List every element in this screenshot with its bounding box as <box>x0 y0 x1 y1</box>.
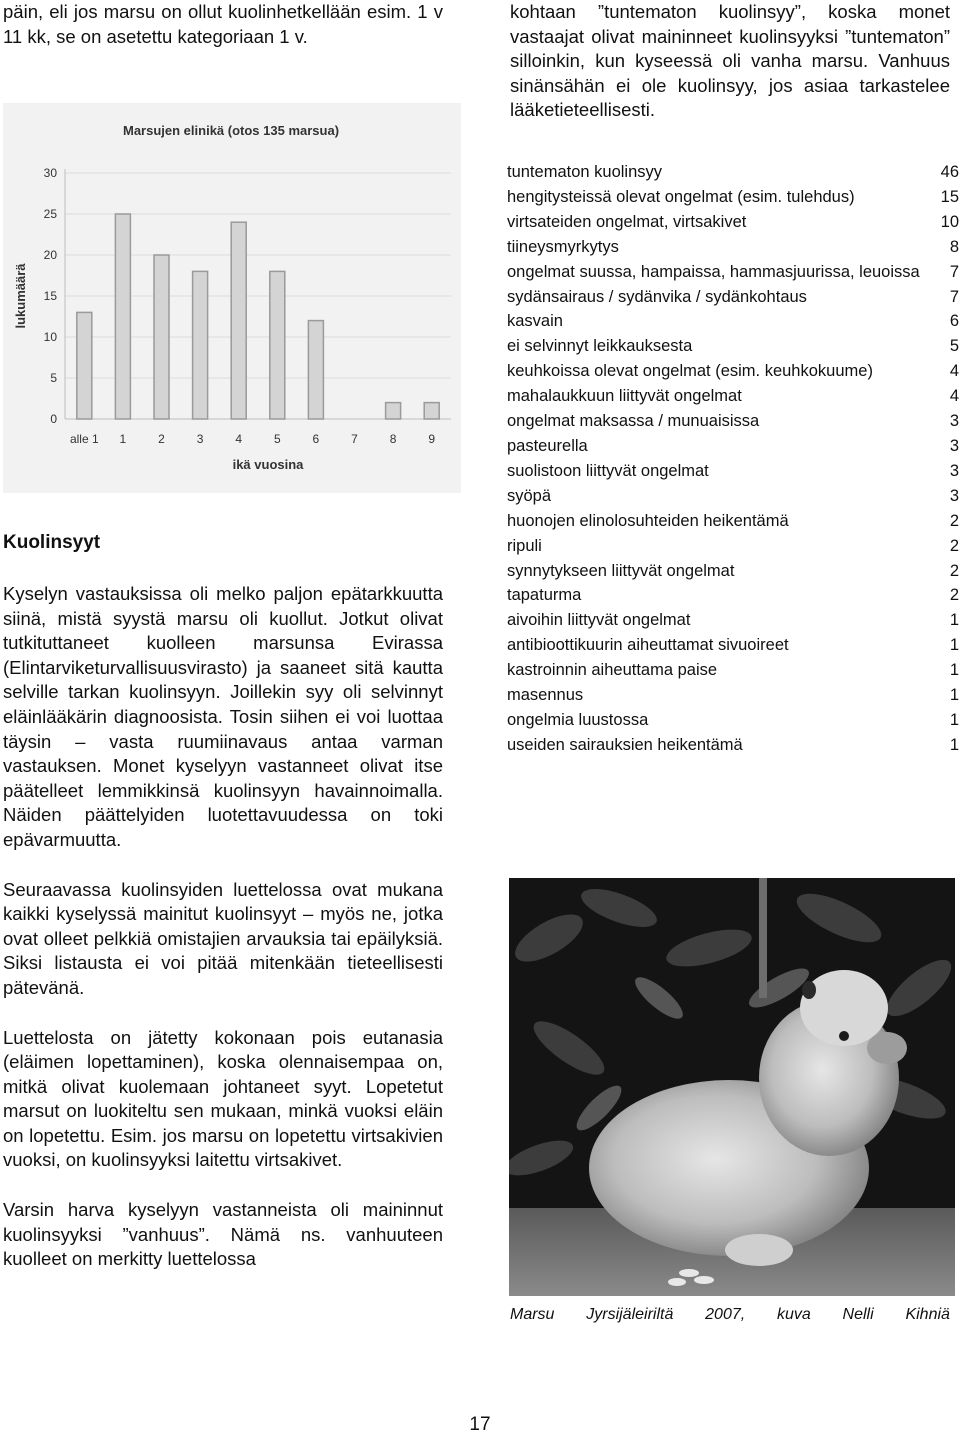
caption-word: Nelli <box>842 1306 874 1323</box>
cause-count: 1 <box>949 686 959 705</box>
y-tick-label: 30 <box>43 166 57 180</box>
lifespan-chart-svg <box>3 103 461 493</box>
bar <box>231 222 246 419</box>
bar <box>77 312 92 419</box>
cause-label: ongelmat suussa, hampaissa, hammasjuurissa, leuoissa <box>507 262 920 281</box>
bar <box>193 271 208 419</box>
cause-row <box>507 160 959 185</box>
left-intro-text <box>3 0 443 49</box>
cause-count: 7 <box>949 287 959 306</box>
bar <box>115 214 130 419</box>
cause-label: tiineysmyrkytys <box>507 237 619 256</box>
cause-row <box>507 459 959 484</box>
y-tick-label: 10 <box>43 330 57 344</box>
cause-label: ongelmia luustossa <box>507 710 649 729</box>
cause-row <box>507 334 959 359</box>
cause-label: aivoihin liittyvät ongelmat <box>507 611 691 630</box>
x-tick-label: 6 <box>312 432 320 446</box>
cause-label: antibioottikuurin aiheuttamat sivuoireet <box>507 636 789 655</box>
paragraph-2: Seuraavassa kuolinsyiden luettelossa ovat mukana kaikki kyselyssä mainitut kuolinsyyt – myös ne, jotka ovat olleet pelkkiä omistajien arvauksia tai epäilyksiä. Siksi listausta ei voi pitää mitenkään tieteellisesti pätevänä. <box>3 878 443 998</box>
caption-word: Kihniä <box>905 1306 950 1323</box>
cause-label: hengitysteissä olevat ongelmat (esim. tulehdus) <box>507 187 855 206</box>
cause-row <box>507 658 959 683</box>
y-tick-label: 15 <box>43 289 57 303</box>
cause-label: masennus <box>507 686 584 705</box>
x-tick-label: 3 <box>196 432 204 446</box>
page-number: 17 <box>469 1414 491 1435</box>
lifespan-chart <box>3 103 461 493</box>
cause-count: 1 <box>949 661 959 680</box>
bar <box>270 271 285 419</box>
cause-label: keuhkoissa olevat ongelmat (esim. keuhkokuume) <box>507 362 873 381</box>
cause-row <box>507 633 959 658</box>
cause-count: 1 <box>949 636 959 655</box>
cause-count: 2 <box>949 511 959 530</box>
cause-row <box>507 683 959 708</box>
cause-row <box>507 583 959 608</box>
cause-count: 4 <box>949 362 959 381</box>
cause-count: 46 <box>940 163 959 181</box>
cause-count: 4 <box>949 387 959 406</box>
paragraph-1: Kyselyn vastauksissa oli melko paljon epätarkkuutta siinä, mistä syystä marsu oli kuollut. Jotkut olivat tutkituttaneet kuolleen marsunsa Evirassa (Elintarviketurvallisuusvirasto) ja saaneet sitä kautta selville tarkan kuolinsyyn. Joillekin syy oli selvinnyt eläinlääkärin diagnoosista. Tosin siihen ei voi luottaa täysin – vasta ruumiinavaus antaa varman vastauksen. Monet kyselyyn vastanneet olivat itse päätelleet lemmikkinsä kuolinsyyn havainnoimalla. Näiden päättelyiden luotettavuudessa on toki epävarmuutta. <box>3 583 443 850</box>
cause-label: ongelmat maksassa / munuaisissa <box>507 412 760 431</box>
guinea-pig-photo <box>509 878 955 1296</box>
x-tick-label: 5 <box>273 432 281 446</box>
y-axis-label: lukumäärä <box>13 263 28 329</box>
y-tick-label: 20 <box>43 248 57 262</box>
photo-caption <box>510 1306 950 1324</box>
y-tick-label: 5 <box>50 371 57 385</box>
cause-label: kasvain <box>507 312 563 331</box>
cause-row <box>507 509 959 534</box>
paragraph-3: Luettelosta on jätetty kokonaan pois eutanasia (eläimen lopettaminen), koska olennaisempaa on, mitkä olivat kuolemaan johtaneet syyt. Lopetetut marsut on luokiteltu sen mukaan, minkä vuoksi eläin on lopetettu. Esim. jos marsu on lopetettu virtsakivien vuoksi, on kuolinsyyksi laitettu virtsakivet. <box>3 1026 443 1171</box>
cause-label: tuntematon kuolinsyy <box>507 163 663 181</box>
cause-label: tapaturma <box>507 586 582 605</box>
y-tick-label: 25 <box>43 207 57 221</box>
x-tick-label: alle 1 <box>69 432 99 446</box>
caption-word: Marsu <box>510 1306 555 1323</box>
cause-row <box>507 534 959 559</box>
cause-count: 5 <box>949 337 959 356</box>
cause-row <box>507 608 959 633</box>
cause-count: 15 <box>940 187 959 206</box>
cause-count: 8 <box>949 237 959 256</box>
cause-row <box>507 235 959 260</box>
cause-label: sydänsairaus / sydänvika / sydänkohtaus <box>507 287 807 306</box>
bar <box>424 403 439 419</box>
cause-count: 1 <box>949 735 959 754</box>
guinea-pig-illustration <box>509 878 955 1296</box>
caption-word: Jyrsijäleiriltä <box>586 1306 674 1323</box>
caption-word: kuva <box>776 1306 811 1323</box>
cause-label: virtsateiden ongelmat, virtsakivet <box>507 212 747 231</box>
cause-label: pasteurella <box>507 436 588 455</box>
cause-count: 3 <box>949 436 959 455</box>
cause-label: ei selvinnyt leikkauksesta <box>507 337 693 356</box>
left-main-text <box>3 582 443 1297</box>
cause-label: synnytykseen liittyvät ongelmat <box>507 561 735 580</box>
cause-row <box>507 733 959 758</box>
bar <box>308 321 323 419</box>
cause-row <box>507 210 959 235</box>
cause-row <box>507 559 959 584</box>
cause-count: 7 <box>949 262 959 281</box>
cause-count: 1 <box>949 611 959 630</box>
cause-label: ripuli <box>507 536 542 555</box>
x-tick-label: 2 <box>158 432 165 446</box>
cause-label: syöpä <box>507 486 552 505</box>
cause-row <box>507 185 959 210</box>
cause-count: 2 <box>949 561 959 580</box>
cause-row <box>507 285 959 310</box>
cause-label: useiden sairauksien heikentämä <box>507 735 743 754</box>
y-tick-label: 0 <box>50 412 57 426</box>
cause-row <box>507 409 959 434</box>
cause-count: 1 <box>949 710 959 729</box>
left-intro-paragraph: päin, eli jos marsu on ollut kuolinhetkellään esim. 1 v 11 kk, se on asetettu kategoriaan 1 v. <box>3 1 443 47</box>
right-intro-text <box>510 0 950 123</box>
x-tick-label: 9 <box>428 432 436 446</box>
x-tick-label: 8 <box>389 432 397 446</box>
chart-title: Marsujen elinikä (otos 135 marsua) <box>123 123 340 138</box>
bar <box>154 255 169 419</box>
paragraph-4: Varsin harva kyselyyn vastanneista oli maininnut kuolinsyyksi ”vanhuus”. Nämä ns. vanhuuteen kuolleet on merkitty luettelossa <box>3 1199 443 1270</box>
cause-count: 6 <box>949 312 959 331</box>
cause-label: mahalaukkuun liittyvät ongelmat <box>507 387 742 406</box>
cause-row <box>507 708 959 733</box>
bar <box>386 403 401 419</box>
cause-label: kastroinnin aiheuttama paise <box>507 661 718 680</box>
cause-row <box>507 260 959 285</box>
cause-count: 2 <box>949 536 959 555</box>
x-tick-label: 1 <box>119 432 127 446</box>
cause-row <box>507 384 959 409</box>
cause-count: 10 <box>940 212 959 231</box>
cause-count: 3 <box>949 486 959 505</box>
cause-label: huonojen elinolosuhteiden heikentämä <box>507 511 789 530</box>
cause-of-death-list <box>507 160 959 758</box>
right-intro-paragraph: kohtaan ”tuntematon kuolinsyy”, koska monet vastaajat olivat maininneet kuolinsyyksi ”tuntematon” silloinkin, kun kyseessä oli vanha marsu. Vanhuus sinänsähän ei ole kuolinsyy, jos asiaa tarkastelee lääketieteellisesti. <box>510 1 950 121</box>
cause-row <box>507 309 959 334</box>
x-tick-label: 4 <box>235 432 243 446</box>
cause-label: suolistoon liittyvät ongelmat <box>507 461 709 480</box>
caption-word: 2007, <box>705 1306 746 1323</box>
cause-count: 2 <box>949 586 959 605</box>
cause-row <box>507 434 959 459</box>
cause-row <box>507 484 959 509</box>
cause-count: 3 <box>949 461 959 480</box>
cause-row <box>507 359 959 384</box>
x-axis-label: ikä vuosina <box>232 457 304 472</box>
cause-count: 3 <box>949 412 959 431</box>
x-tick-label: 7 <box>351 432 358 446</box>
section-heading: Kuolinsyyt <box>3 532 101 553</box>
